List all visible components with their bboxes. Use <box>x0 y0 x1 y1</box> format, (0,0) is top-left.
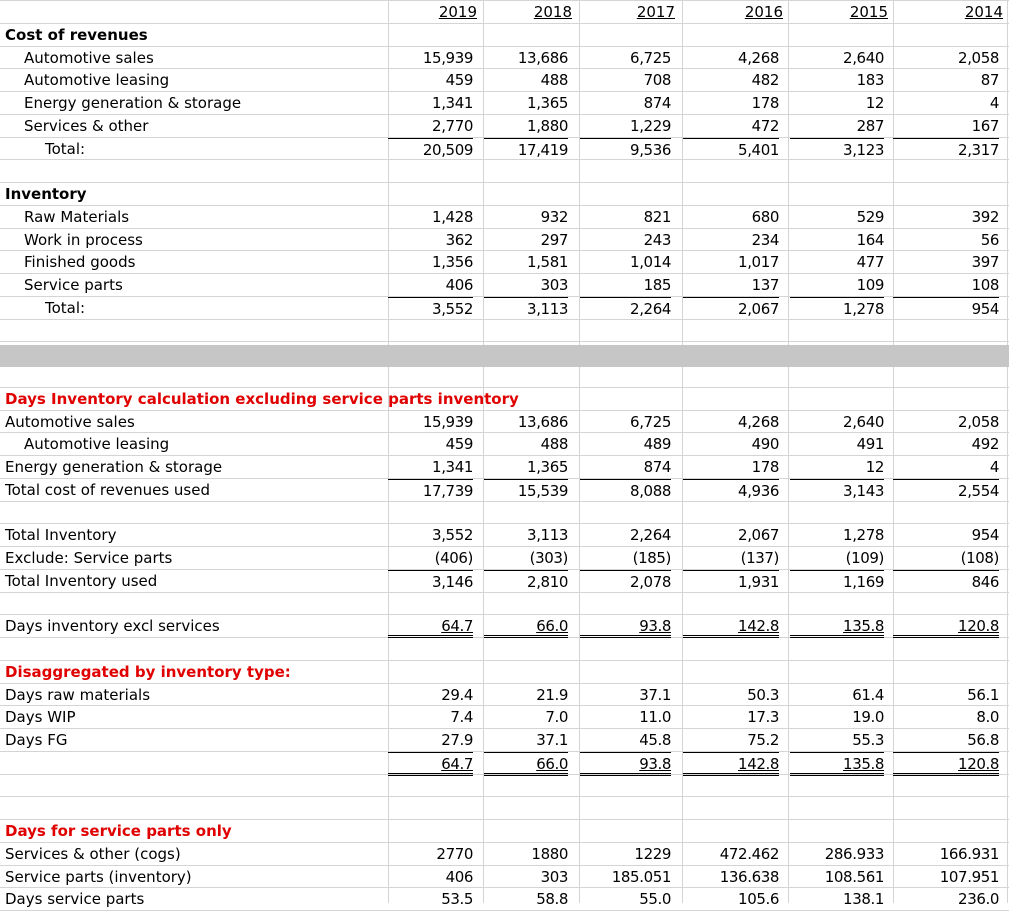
sheet-row <box>0 251 1009 274</box>
value-cell[interactable]: 4,268 <box>738 49 779 67</box>
sheet-row <box>0 752 1009 775</box>
value-cell[interactable]: 37.1 <box>536 731 568 749</box>
row-label[interactable]: Days FG <box>5 731 68 749</box>
value-cell[interactable]: 708 <box>643 71 671 89</box>
sheet-row <box>0 456 1009 479</box>
value-cell[interactable]: 50.3 <box>747 686 779 704</box>
value-cell[interactable]: 107.951 <box>939 868 999 886</box>
value-cell[interactable]: 490 <box>751 435 779 453</box>
value-cell[interactable]: 6,725 <box>630 49 671 67</box>
sheet-row <box>0 684 1009 707</box>
value-cell[interactable]: 243 <box>643 231 671 249</box>
value-cell[interactable]: 459 <box>445 435 473 453</box>
section-heading[interactable]: Days Inventory calculation excluding service parts inventory <box>5 390 519 408</box>
value-cell[interactable]: 954 <box>971 526 999 544</box>
sheet-row <box>0 547 1009 570</box>
value-cell[interactable]: 1880 <box>531 845 568 863</box>
value-cell[interactable]: 142.8 <box>683 615 779 638</box>
value-cell[interactable]: 3,552 <box>388 297 473 321</box>
value-cell[interactable]: 1,229 <box>630 117 671 135</box>
row-label[interactable]: Service parts <box>24 276 123 294</box>
value-cell[interactable]: 874 <box>643 94 671 112</box>
sheet-row <box>0 570 1009 593</box>
value-cell[interactable]: 20,509 <box>388 138 473 162</box>
sheet-row <box>0 388 1009 411</box>
value-cell[interactable]: 236.0 <box>958 890 999 908</box>
value-cell[interactable]: 1,581 <box>527 253 568 271</box>
value-cell[interactable]: 142.8 <box>683 752 779 776</box>
sheet-row <box>0 229 1009 252</box>
value-cell[interactable]: 2,554 <box>893 479 999 503</box>
value-cell[interactable]: 1,365 <box>527 94 568 112</box>
row-label[interactable]: Days service parts <box>5 890 145 908</box>
value-cell[interactable]: 37.1 <box>639 686 671 704</box>
value-cell[interactable]: (185) <box>632 549 671 567</box>
value-cell[interactable]: 3,552 <box>432 526 473 544</box>
sheet-row <box>0 843 1009 866</box>
value-cell[interactable]: 9,536 <box>580 138 671 162</box>
value-cell[interactable]: 61.4 <box>852 686 884 704</box>
value-cell[interactable]: 64.7 <box>388 615 473 638</box>
value-cell[interactable]: 13,686 <box>517 413 568 431</box>
row-label[interactable]: Exclude: Service parts <box>5 549 173 567</box>
year-header-2018[interactable]: 2018 <box>533 3 572 21</box>
value-cell[interactable]: 29.4 <box>441 686 473 704</box>
value-cell[interactable]: 1,428 <box>432 208 473 226</box>
value-cell[interactable]: 56 <box>980 231 999 249</box>
value-cell[interactable]: 2,058 <box>958 49 999 67</box>
value-cell[interactable]: 529 <box>856 208 884 226</box>
value-cell[interactable]: 3,143 <box>790 479 884 503</box>
value-cell[interactable]: 3,123 <box>790 138 884 162</box>
value-cell[interactable]: 1,169 <box>790 570 884 594</box>
value-cell[interactable]: 874 <box>643 458 671 476</box>
value-cell[interactable]: 2,067 <box>683 297 779 321</box>
value-cell[interactable]: 185 <box>643 276 671 294</box>
value-cell[interactable]: 15,939 <box>422 413 473 431</box>
value-cell[interactable]: 2,067 <box>738 526 779 544</box>
value-cell[interactable]: 2,264 <box>630 526 671 544</box>
value-cell[interactable]: 135.8 <box>790 752 884 776</box>
value-cell[interactable]: 482 <box>751 71 779 89</box>
value-cell[interactable]: 488 <box>540 71 568 89</box>
value-cell[interactable]: 93.8 <box>580 615 671 638</box>
value-cell[interactable]: 2770 <box>436 845 473 863</box>
sheet-row <box>0 297 1009 320</box>
value-cell[interactable]: 120.8 <box>893 615 999 638</box>
sheet-row <box>0 92 1009 115</box>
value-cell[interactable]: 87 <box>980 71 999 89</box>
value-cell[interactable]: 7.0 <box>545 708 568 726</box>
row-gridline <box>0 796 1009 797</box>
value-cell[interactable]: 491 <box>856 435 884 453</box>
value-cell[interactable]: 821 <box>643 208 671 226</box>
value-cell[interactable]: 3,146 <box>388 570 473 594</box>
value-cell[interactable]: 56.1 <box>967 686 999 704</box>
value-cell[interactable]: 19.0 <box>852 708 884 726</box>
value-cell[interactable]: 2,078 <box>580 570 671 594</box>
value-cell[interactable]: 56.8 <box>967 731 999 749</box>
value-cell[interactable]: 108.561 <box>824 868 884 886</box>
value-cell[interactable]: 108 <box>971 276 999 294</box>
row-label[interactable]: Automotive leasing <box>24 435 170 453</box>
value-cell[interactable]: (109) <box>845 549 884 567</box>
value-cell[interactable]: 4 <box>989 458 999 476</box>
value-cell[interactable]: 137 <box>751 276 779 294</box>
value-cell[interactable]: 17,419 <box>484 138 568 162</box>
year-header-2019[interactable]: 2019 <box>438 3 477 21</box>
value-cell[interactable]: (108) <box>960 549 999 567</box>
row-label[interactable]: Services & other <box>24 117 149 135</box>
sheet-row <box>0 24 1009 47</box>
section-heading[interactable]: Days for service parts only <box>5 822 232 840</box>
value-cell[interactable]: 66.0 <box>484 752 568 776</box>
sheet-row <box>0 69 1009 92</box>
row-label[interactable]: Service parts (inventory) <box>5 868 192 886</box>
value-cell[interactable]: 297 <box>540 231 568 249</box>
sheet-row <box>0 115 1009 138</box>
value-cell[interactable]: 105.6 <box>738 890 779 908</box>
value-cell[interactable]: 1,341 <box>432 94 473 112</box>
row-label[interactable]: Days inventory excl services <box>5 617 220 635</box>
value-cell[interactable]: 954 <box>893 297 999 321</box>
value-cell[interactable]: 2,810 <box>484 570 568 594</box>
value-cell[interactable]: 75.2 <box>747 731 779 749</box>
value-cell[interactable]: 3,113 <box>484 297 568 321</box>
sheet-row <box>0 866 1009 889</box>
sheet-row <box>0 411 1009 434</box>
value-cell[interactable]: 13,686 <box>517 49 568 67</box>
value-cell[interactable]: 1,017 <box>738 253 779 271</box>
row-label[interactable]: Days WIP <box>5 708 76 726</box>
value-cell[interactable]: 164 <box>856 231 884 249</box>
value-cell[interactable]: 15,539 <box>484 479 568 503</box>
value-cell[interactable]: 21.9 <box>536 686 568 704</box>
value-cell[interactable]: 166.931 <box>939 845 999 863</box>
year-header-2017[interactable]: 2017 <box>636 3 675 21</box>
row-label[interactable]: Total cost of revenues used <box>5 481 210 499</box>
value-cell[interactable]: 2,264 <box>580 297 671 321</box>
value-cell[interactable]: 362 <box>445 231 473 249</box>
value-cell[interactable]: 1,931 <box>683 570 779 594</box>
separator-band <box>0 345 1009 367</box>
value-cell[interactable]: 55.3 <box>852 731 884 749</box>
row-label[interactable]: Energy generation & storage <box>24 94 242 112</box>
value-cell[interactable]: 8.0 <box>976 708 999 726</box>
value-cell[interactable]: 392 <box>971 208 999 226</box>
value-cell[interactable]: 2,317 <box>893 138 999 162</box>
value-cell[interactable]: 64.7 <box>388 752 473 776</box>
row-label[interactable]: Raw Materials <box>24 208 130 226</box>
row-label[interactable]: Total Inventory used <box>5 572 158 590</box>
value-cell[interactable]: 136.638 <box>719 868 779 886</box>
sheet-row <box>0 433 1009 456</box>
value-cell[interactable]: 4 <box>989 94 999 112</box>
value-cell[interactable]: 488 <box>540 435 568 453</box>
value-cell[interactable]: 303 <box>540 276 568 294</box>
value-cell[interactable]: 1,278 <box>843 526 884 544</box>
sheet-row <box>0 274 1009 297</box>
value-cell[interactable]: 17,739 <box>388 479 473 503</box>
value-cell[interactable]: 66.0 <box>484 615 568 638</box>
row-label[interactable]: Automotive sales <box>5 413 135 431</box>
value-cell[interactable]: 472.462 <box>719 845 779 863</box>
value-cell[interactable]: 1,341 <box>432 458 473 476</box>
section-heading[interactable]: Disaggregated by inventory type: <box>5 663 291 681</box>
value-cell[interactable]: 135.8 <box>790 615 884 638</box>
row-label[interactable]: Services & other (cogs) <box>5 845 181 863</box>
value-cell[interactable]: 5,401 <box>683 138 779 162</box>
value-cell[interactable]: 1,278 <box>790 297 884 321</box>
value-cell[interactable]: 120.8 <box>893 752 999 776</box>
value-cell[interactable]: 1,365 <box>527 458 568 476</box>
value-cell[interactable]: 406 <box>445 276 473 294</box>
value-cell[interactable]: 1,014 <box>630 253 671 271</box>
year-header-2015[interactable]: 2015 <box>849 3 888 21</box>
value-cell[interactable]: 287 <box>856 117 884 135</box>
sheet-row <box>0 138 1009 161</box>
value-cell[interactable]: 4,936 <box>683 479 779 503</box>
value-cell[interactable]: 472 <box>751 117 779 135</box>
value-cell[interactable]: 178 <box>751 94 779 112</box>
sheet-row <box>0 47 1009 70</box>
value-cell[interactable]: 109 <box>856 276 884 294</box>
value-cell[interactable]: 397 <box>971 253 999 271</box>
sheet-row <box>0 661 1009 684</box>
value-cell[interactable]: 459 <box>445 71 473 89</box>
value-cell[interactable]: 27.9 <box>441 731 473 749</box>
row-label[interactable]: Total: <box>45 299 86 317</box>
value-cell[interactable]: 477 <box>856 253 884 271</box>
row-label[interactable]: Automotive sales <box>24 49 154 67</box>
sheet-row <box>0 206 1009 229</box>
value-cell[interactable]: 45.8 <box>639 731 671 749</box>
sheet-row <box>0 888 1009 911</box>
value-cell[interactable]: 489 <box>643 435 671 453</box>
value-cell[interactable]: 185.051 <box>611 868 671 886</box>
value-cell[interactable]: 286.933 <box>824 845 884 863</box>
value-cell[interactable]: 7.4 <box>450 708 473 726</box>
value-cell[interactable]: 167 <box>971 117 999 135</box>
value-cell[interactable]: 846 <box>893 570 999 594</box>
sheet-row <box>0 729 1009 752</box>
value-cell[interactable]: 406 <box>445 868 473 886</box>
value-cell[interactable]: 1,880 <box>527 117 568 135</box>
value-cell[interactable]: (406) <box>434 549 473 567</box>
sheet-row <box>0 820 1009 843</box>
value-cell[interactable]: 58.8 <box>536 890 568 908</box>
value-cell[interactable]: 12 <box>865 94 884 112</box>
value-cell[interactable]: 2,640 <box>843 413 884 431</box>
value-cell[interactable]: 55.0 <box>639 890 671 908</box>
value-cell[interactable]: 2,640 <box>843 49 884 67</box>
value-cell[interactable]: 11.0 <box>639 708 671 726</box>
value-cell[interactable]: 3,113 <box>527 526 568 544</box>
row-label[interactable]: Days raw materials <box>5 686 151 704</box>
value-cell[interactable]: 492 <box>971 435 999 453</box>
value-cell[interactable]: 680 <box>751 208 779 226</box>
value-cell[interactable]: 1,356 <box>432 253 473 271</box>
value-cell[interactable]: 17.3 <box>747 708 779 726</box>
value-cell[interactable]: 53.5 <box>441 890 473 908</box>
value-cell[interactable]: (303) <box>529 549 568 567</box>
sheet-row <box>0 615 1009 638</box>
value-cell[interactable]: 2,058 <box>958 413 999 431</box>
value-cell[interactable]: 8,088 <box>580 479 671 503</box>
value-cell[interactable]: 138.1 <box>843 890 884 908</box>
section-heading[interactable]: Cost of revenues <box>5 26 148 44</box>
row-label[interactable]: Total: <box>45 140 86 158</box>
row-label[interactable]: Work in process <box>24 231 143 249</box>
value-cell[interactable]: 183 <box>856 71 884 89</box>
value-cell[interactable]: 6,725 <box>630 413 671 431</box>
year-header-2016[interactable]: 2016 <box>744 3 783 21</box>
sheet-row <box>0 524 1009 547</box>
year-header-2014[interactable]: 2014 <box>964 3 1003 21</box>
value-cell[interactable]: 303 <box>540 868 568 886</box>
value-cell[interactable]: 12 <box>865 458 884 476</box>
value-cell[interactable]: 2,770 <box>432 117 473 135</box>
sheet-row <box>0 1 1009 24</box>
sheet-row <box>0 706 1009 729</box>
section-heading[interactable]: Inventory <box>5 185 87 203</box>
value-cell[interactable]: 932 <box>540 208 568 226</box>
value-cell[interactable]: 4,268 <box>738 413 779 431</box>
value-cell[interactable]: 15,939 <box>422 49 473 67</box>
row-label[interactable]: Finished goods <box>24 253 136 271</box>
row-label[interactable]: Total Inventory <box>5 526 117 544</box>
sheet-row <box>0 479 1009 502</box>
row-label[interactable]: Energy generation & storage <box>5 458 223 476</box>
value-cell[interactable]: 234 <box>751 231 779 249</box>
value-cell[interactable]: (137) <box>740 549 779 567</box>
value-cell[interactable]: 93.8 <box>580 752 671 776</box>
row-gridline <box>0 341 1009 342</box>
row-label[interactable]: Automotive leasing <box>24 71 170 89</box>
value-cell[interactable]: 178 <box>751 458 779 476</box>
value-cell[interactable]: 1229 <box>634 845 671 863</box>
sheet-row <box>0 183 1009 206</box>
